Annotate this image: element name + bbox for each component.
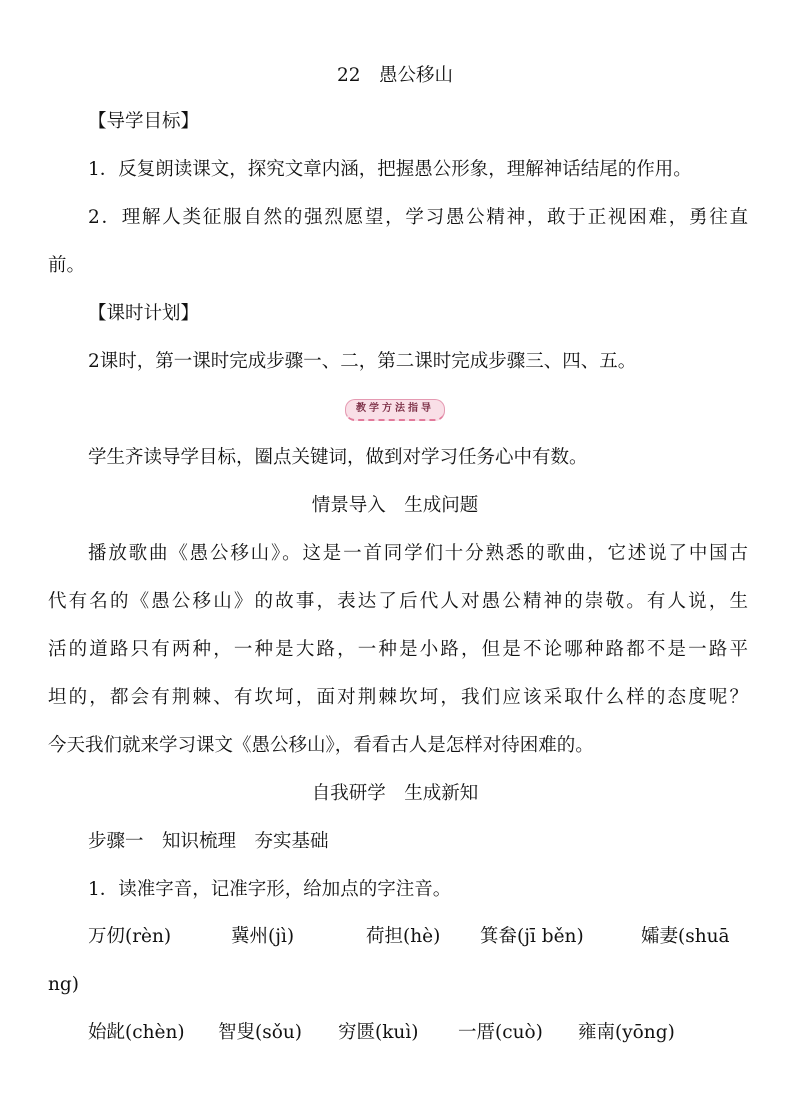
pinyin-row-1 [88,925,748,949]
pinyin-row-1-continued: ng) [48,974,79,995]
pinyin-item: 智叟(sǒu) [218,1022,302,1043]
pinyin-item: 穷匮(kuì) [338,1022,419,1043]
study-header: 自我研学 生成新知 [311,783,479,804]
method-badge: 教学方法指导 [345,399,445,421]
pinyin-item: 荷担(hè) [366,926,441,947]
goal-1: 1．反复朗读课文，探究文章内涵，把握愚公形象，理解神话结尾的作用。 [88,159,692,180]
pinyin-item: 箕畚(jī běn) [480,926,584,947]
goals-header: 【导学目标】 [88,111,200,132]
plan-text: 2课时，第一课时完成步骤一、二，第二课时完成步骤三、四、五。 [88,351,637,372]
plan-header: 【课时计划】 [88,303,200,324]
pinyin-item: 雍南(yōng) [578,1022,675,1043]
intro-header: 情景导入 生成问题 [311,495,479,516]
pinyin-item: 万仞(rèn) [88,926,172,947]
task-1: 1．读准字音，记准字形，给加点的字注音。 [88,879,452,900]
pinyin-item: 孀妻(shuā [641,926,730,947]
pinyin-row-2 [88,1021,748,1045]
pinyin-item: 一厝(cuò) [458,1022,543,1043]
lesson-title: 22 愚公移山 [336,65,454,86]
method-badge-wrap [0,396,790,421]
goal-2-line-1: 2．理解人类征服自然的强烈愿望，学习愚公精神，敢于正视困难，勇往直 [88,207,748,228]
goal-2-line-2: 前。 [48,255,86,276]
intro-paragraph-line-1: 播放歌曲《愚公移山》。这是一首同学们十分熟悉的歌曲，它述说了中国古 [88,543,748,564]
method-text: 学生齐读导学目标，圈点关键词，做到对学习任务心中有数。 [88,447,588,468]
pinyin-item: 冀州(jì) [231,926,295,947]
intro-paragraph-line-2: 代有名的《愚公移山》的故事，表达了后代人对愚公精神的崇敬。有人说，生 [48,591,748,612]
intro-paragraph-line-5: 今天我们就来学习课文《愚公移山》，看看古人是怎样对待困难的。 [48,735,594,756]
intro-paragraph-line-4: 坦的，都会有荆棘、有坎坷，面对荆棘坎坷，我们应该采取什么样的态度呢？ [48,687,748,708]
pinyin-item: 始龀(chèn) [88,1022,185,1043]
intro-paragraph-line-3: 活的道路只有两种，一种是大路，一种是小路，但是不论哪种路都不是一路平 [48,639,748,660]
step-1-heading: 步骤一 知识梳理 夯实基础 [88,831,329,852]
